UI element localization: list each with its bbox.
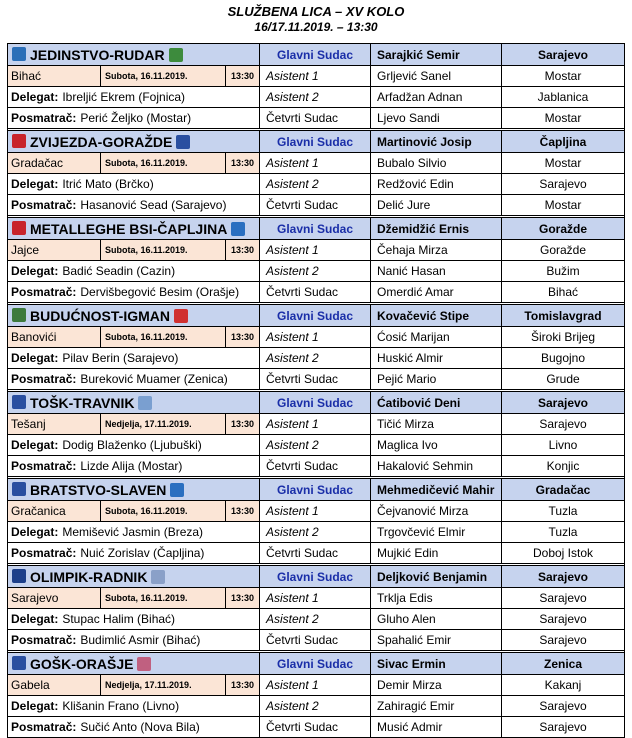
match-date: Subota, 16.11.2019.: [101, 501, 226, 521]
main-referee-name: Kovačević Stipe: [371, 305, 502, 326]
observer-row: [8, 281, 624, 302]
match-block: [8, 563, 624, 650]
assistant-1-city: Mostar: [544, 156, 582, 170]
match-city: Bihać: [8, 66, 101, 86]
assistant-2-city: Bugojno: [540, 351, 586, 365]
role-fourth-official: Četvrti Sudac: [260, 630, 371, 650]
role-assistant-2: Asistent 2: [260, 87, 371, 107]
assistant-2-name: Redžović Edin: [371, 174, 502, 194]
page-subtitle: 16/17.11.2019. – 13:30: [254, 20, 378, 34]
match-teams-cell: [8, 305, 260, 326]
role-assistant-1: Asistent 1: [260, 240, 371, 260]
main-referee-city: Gradačac: [502, 479, 624, 500]
assistant-2-city: Bužim: [546, 264, 580, 278]
match-venue-row: [8, 587, 624, 608]
fourth-official-name: Hakalović Sehmin: [371, 456, 502, 476]
fourth-official-name: Ljevo Sandi: [371, 108, 502, 128]
match-city: Gračanica: [8, 501, 101, 521]
role-assistant-1: Asistent 1: [260, 327, 371, 347]
role-assistant-2: Asistent 2: [260, 348, 371, 368]
assistant-2-name: Trgovčević Elmir: [371, 522, 502, 542]
delegate-name: Stupac Halim (Bihać): [62, 612, 176, 626]
away-club-logo-icon: [170, 483, 184, 497]
observer-row: [8, 368, 624, 389]
match-time: 13:30: [226, 501, 259, 521]
match-teams: JEDINSTVO-RUDAR: [30, 46, 165, 63]
delegate-row: [8, 347, 624, 368]
role-assistant-1: Asistent 1: [260, 66, 371, 86]
home-club-logo-icon: [12, 656, 26, 670]
match-time: 13:30: [226, 327, 259, 347]
away-club-logo-icon: [176, 135, 190, 149]
delegate-row: [8, 521, 624, 542]
observer-label: Posmatrač:: [11, 285, 77, 299]
assistant-2-name: Zahiragić Emir: [371, 696, 502, 716]
match-teams: METALLEGHE BSI-ČAPLJINA: [30, 220, 228, 237]
delegate-name: Badić Seadin (Cazin): [62, 264, 176, 278]
observer-name: Perić Željko (Mostar): [80, 111, 192, 125]
role-fourth-official: Četvrti Sudac: [260, 717, 371, 737]
observer-label: Posmatrač:: [11, 720, 77, 734]
main-referee-name: Ćatibović Deni: [371, 392, 502, 413]
role-assistant-1: Asistent 1: [260, 675, 371, 695]
match-date: Subota, 16.11.2019.: [101, 153, 226, 173]
assistant-1-name: Ćosić Marijan: [371, 327, 502, 347]
match-header-row: [8, 566, 624, 587]
match-teams-cell: [8, 44, 260, 65]
match-teams-cell: [8, 131, 260, 152]
assistant-1-city: Mostar: [544, 69, 582, 83]
assistant-2-city: Sarajevo: [539, 177, 587, 191]
role-assistant-2: Asistent 2: [260, 174, 371, 194]
observer-name: Sučić Anto (Nova Bila): [80, 720, 200, 734]
fourth-official-name: Spahalić Emir: [371, 630, 502, 650]
observer-row: [8, 107, 624, 128]
delegate-row: [8, 695, 624, 716]
role-fourth-official: Četvrti Sudac: [260, 282, 371, 302]
role-main-referee: Glavni Sudac: [260, 305, 371, 326]
role-main-referee: Glavni Sudac: [260, 479, 371, 500]
role-main-referee: Glavni Sudac: [260, 653, 371, 674]
match-block: [8, 650, 624, 737]
match-teams: TOŠK-TRAVNIK: [30, 394, 135, 411]
assistant-1-city: Goražde: [539, 243, 587, 257]
match-block: [8, 389, 624, 476]
delegate-label: Delegat:: [11, 612, 59, 626]
match-venue-row: [8, 65, 624, 86]
delegate-name: Ibreljić Ekrem (Fojnica): [62, 90, 186, 104]
observer-name: Hasanović Sead (Sarajevo): [80, 198, 227, 212]
main-referee-city: Sarajevo: [502, 44, 624, 65]
away-club-logo-icon: [169, 48, 183, 62]
match-block: [8, 128, 624, 215]
match-date: Nedjelja, 17.11.2019.: [101, 414, 226, 434]
away-club-logo-icon: [231, 222, 245, 236]
assistant-1-name: Trklja Edis: [371, 588, 502, 608]
main-referee-city: Goražde: [502, 218, 624, 239]
match-date: Subota, 16.11.2019.: [101, 327, 226, 347]
fourth-official-name: Omerdić Amar: [371, 282, 502, 302]
home-club-logo-icon: [12, 308, 26, 322]
match-city: Banovići: [8, 327, 101, 347]
away-club-logo-icon: [137, 657, 151, 671]
match-block: [8, 215, 624, 302]
assistant-2-name: Nanić Hasan: [371, 261, 502, 281]
main-referee-name: Martinović Josip: [371, 131, 502, 152]
role-assistant-2: Asistent 2: [260, 522, 371, 542]
role-main-referee: Glavni Sudac: [260, 392, 371, 413]
delegate-label: Delegat:: [11, 438, 59, 452]
match-venue-row: [8, 239, 624, 260]
match-time: 13:30: [226, 240, 259, 260]
match-header-row: [8, 305, 624, 326]
match-block: [8, 476, 624, 563]
match-venue-row: [8, 326, 624, 347]
fourth-official-city: Sarajevo: [539, 720, 587, 734]
match-teams-cell: [8, 218, 260, 239]
delegate-label: Delegat:: [11, 351, 59, 365]
main-referee-name: Deljković Benjamin: [371, 566, 502, 587]
observer-name: Budimlić Asmir (Bihać): [80, 633, 201, 647]
assistant-1-city: Kakanj: [544, 678, 582, 692]
observer-label: Posmatrač:: [11, 633, 77, 647]
away-club-logo-icon: [151, 570, 165, 584]
match-header-row: [8, 218, 624, 239]
assistant-2-city: Tuzla: [548, 525, 578, 539]
delegate-name: Pilav Berin (Sarajevo): [62, 351, 179, 365]
observer-row: [8, 542, 624, 563]
match-city: Gradačac: [8, 153, 101, 173]
match-venue-row: [8, 500, 624, 521]
delegate-row: [8, 434, 624, 455]
fourth-official-name: Pejić Mario: [371, 369, 502, 389]
match-header-row: [8, 392, 624, 413]
fourth-official-name: Musić Admir: [371, 717, 502, 737]
home-club-logo-icon: [12, 47, 26, 61]
home-club-logo-icon: [12, 221, 26, 235]
fourth-official-city: Bihać: [547, 285, 579, 299]
match-time: 13:30: [226, 153, 259, 173]
officials-table: [7, 43, 625, 738]
delegate-name: Itrić Mato (Brčko): [62, 177, 154, 191]
role-main-referee: Glavni Sudac: [260, 566, 371, 587]
role-assistant-2: Asistent 2: [260, 261, 371, 281]
home-club-logo-icon: [12, 134, 26, 148]
role-fourth-official: Četvrti Sudac: [260, 195, 371, 215]
role-assistant-2: Asistent 2: [260, 435, 371, 455]
role-fourth-official: Četvrti Sudac: [260, 369, 371, 389]
main-referee-name: Sarajkić Semir: [371, 44, 502, 65]
assistant-2-city: Livno: [548, 438, 578, 452]
fourth-official-name: Delić Jure: [371, 195, 502, 215]
main-referee-city: Zenica: [502, 653, 624, 674]
home-club-logo-icon: [12, 482, 26, 496]
main-referee-name: Sivac Ermin: [371, 653, 502, 674]
assistant-2-city: Sarajevo: [539, 612, 587, 626]
observer-label: Posmatrač:: [11, 546, 77, 560]
match-teams-cell: [8, 479, 260, 500]
home-club-logo-icon: [12, 395, 26, 409]
observer-row: [8, 455, 624, 476]
match-teams-cell: [8, 392, 260, 413]
match-teams: ZVIJEZDA-GORAŽDE: [30, 133, 173, 150]
assistant-2-name: Huskić Almir: [371, 348, 502, 368]
delegate-label: Delegat:: [11, 264, 59, 278]
assistant-2-name: Maglica Ivo: [371, 435, 502, 455]
assistant-1-name: Čehaja Mirza: [371, 240, 502, 260]
role-fourth-official: Četvrti Sudac: [260, 543, 371, 563]
delegate-name: Klišanin Frano (Livno): [62, 699, 180, 713]
delegate-row: [8, 608, 624, 629]
assistant-1-name: Bubalo Silvio: [371, 153, 502, 173]
role-assistant-2: Asistent 2: [260, 609, 371, 629]
main-referee-city: Tomislavgrad: [502, 305, 624, 326]
role-assistant-1: Asistent 1: [260, 588, 371, 608]
match-city: Jajce: [8, 240, 101, 260]
away-club-logo-icon: [138, 396, 152, 410]
match-time: 13:30: [226, 675, 259, 695]
assistant-1-name: Demir Mirza: [371, 675, 502, 695]
assistant-1-city: Sarajevo: [539, 417, 587, 431]
match-teams: GOŠK-ORAŠJE: [30, 655, 134, 672]
match-venue-row: [8, 674, 624, 695]
match-city: Sarajevo: [8, 588, 101, 608]
fourth-official-city: Mostar: [544, 111, 582, 125]
assistant-1-city: Sarajevo: [539, 591, 587, 605]
fourth-official-city: Grude: [546, 372, 580, 386]
delegate-name: Memišević Jasmin (Breza): [62, 525, 204, 539]
observer-label: Posmatrač:: [11, 111, 77, 125]
delegate-label: Delegat:: [11, 525, 59, 539]
delegate-label: Delegat:: [11, 90, 59, 104]
role-assistant-1: Asistent 1: [260, 501, 371, 521]
main-referee-name: Mehmedičević Mahir: [371, 479, 502, 500]
assistant-2-name: Arfadžan Adnan: [371, 87, 502, 107]
assistant-1-name: Tičić Mirza: [371, 414, 502, 434]
observer-label: Posmatrač:: [11, 198, 77, 212]
main-referee-name: Džemidžić Ernis: [371, 218, 502, 239]
match-header-row: [8, 131, 624, 152]
observer-label: Posmatrač:: [11, 459, 77, 473]
match-header-row: [8, 44, 624, 65]
observer-label: Posmatrač:: [11, 372, 77, 386]
role-main-referee: Glavni Sudac: [260, 218, 371, 239]
delegate-row: [8, 173, 624, 194]
fourth-official-city: Konjic: [546, 459, 580, 473]
fourth-official-city: Doboj Istok: [532, 546, 594, 560]
match-venue-row: [8, 152, 624, 173]
delegate-row: [8, 86, 624, 107]
assistant-2-city: Jablanica: [537, 90, 589, 104]
match-teams: OLIMPIK-RADNIK: [30, 568, 148, 585]
observer-name: Nuić Zorislav (Čapljina): [80, 546, 205, 560]
fourth-official-city: Mostar: [544, 198, 582, 212]
match-time: 13:30: [226, 66, 259, 86]
main-referee-city: Sarajevo: [502, 392, 624, 413]
assistant-1-city: Tuzla: [548, 504, 578, 518]
delegate-label: Delegat:: [11, 177, 59, 191]
match-date: Subota, 16.11.2019.: [101, 240, 226, 260]
assistant-2-city: Sarajevo: [539, 699, 587, 713]
delegate-row: [8, 260, 624, 281]
assistant-1-name: Grljević Sanel: [371, 66, 502, 86]
match-teams: BUDUĆNOST-IGMAN: [30, 307, 170, 324]
home-club-logo-icon: [12, 569, 26, 583]
match-time: 13:30: [226, 414, 259, 434]
observer-name: Bureković Muamer (Zenica): [80, 372, 228, 386]
role-assistant-1: Asistent 1: [260, 414, 371, 434]
match-header-row: [8, 653, 624, 674]
match-teams-cell: [8, 653, 260, 674]
delegate-name: Dodig Blaženko (Ljubuški): [62, 438, 202, 452]
delegate-label: Delegat:: [11, 699, 59, 713]
main-referee-city: Sarajevo: [502, 566, 624, 587]
role-assistant-2: Asistent 2: [260, 696, 371, 716]
match-date: Nedjelja, 17.11.2019.: [101, 675, 226, 695]
fourth-official-city: Sarajevo: [539, 633, 587, 647]
role-main-referee: Glavni Sudac: [260, 44, 371, 65]
assistant-2-name: Gluho Alen: [371, 609, 502, 629]
assistant-1-city: Široki Brijeg: [530, 330, 596, 344]
match-teams: BRATSTVO-SLAVEN: [30, 481, 167, 498]
role-fourth-official: Četvrti Sudac: [260, 108, 371, 128]
assistant-1-name: Čejvanović Mirza: [371, 501, 502, 521]
observer-row: [8, 629, 624, 650]
match-date: Subota, 16.11.2019.: [101, 66, 226, 86]
match-teams-cell: [8, 566, 260, 587]
observer-name: Dervišbegović Besim (Orašje): [80, 285, 240, 299]
match-city: Gabela: [8, 675, 101, 695]
page-title: SLUŽBENA LICA – XV KOLO: [227, 4, 405, 19]
role-main-referee: Glavni Sudac: [260, 131, 371, 152]
main-referee-city: Čapljina: [502, 131, 624, 152]
observer-row: [8, 716, 624, 737]
away-club-logo-icon: [174, 309, 188, 323]
match-block: [8, 302, 624, 389]
match-venue-row: [8, 413, 624, 434]
observer-name: Lizde Alija (Mostar): [80, 459, 183, 473]
match-time: 13:30: [226, 588, 259, 608]
match-date: Subota, 16.11.2019.: [101, 588, 226, 608]
role-assistant-1: Asistent 1: [260, 153, 371, 173]
match-block: [8, 44, 624, 128]
fourth-official-name: Mujkić Edin: [371, 543, 502, 563]
match-header-row: [8, 479, 624, 500]
observer-row: [8, 194, 624, 215]
match-city: Tešanj: [8, 414, 101, 434]
role-fourth-official: Četvrti Sudac: [260, 456, 371, 476]
